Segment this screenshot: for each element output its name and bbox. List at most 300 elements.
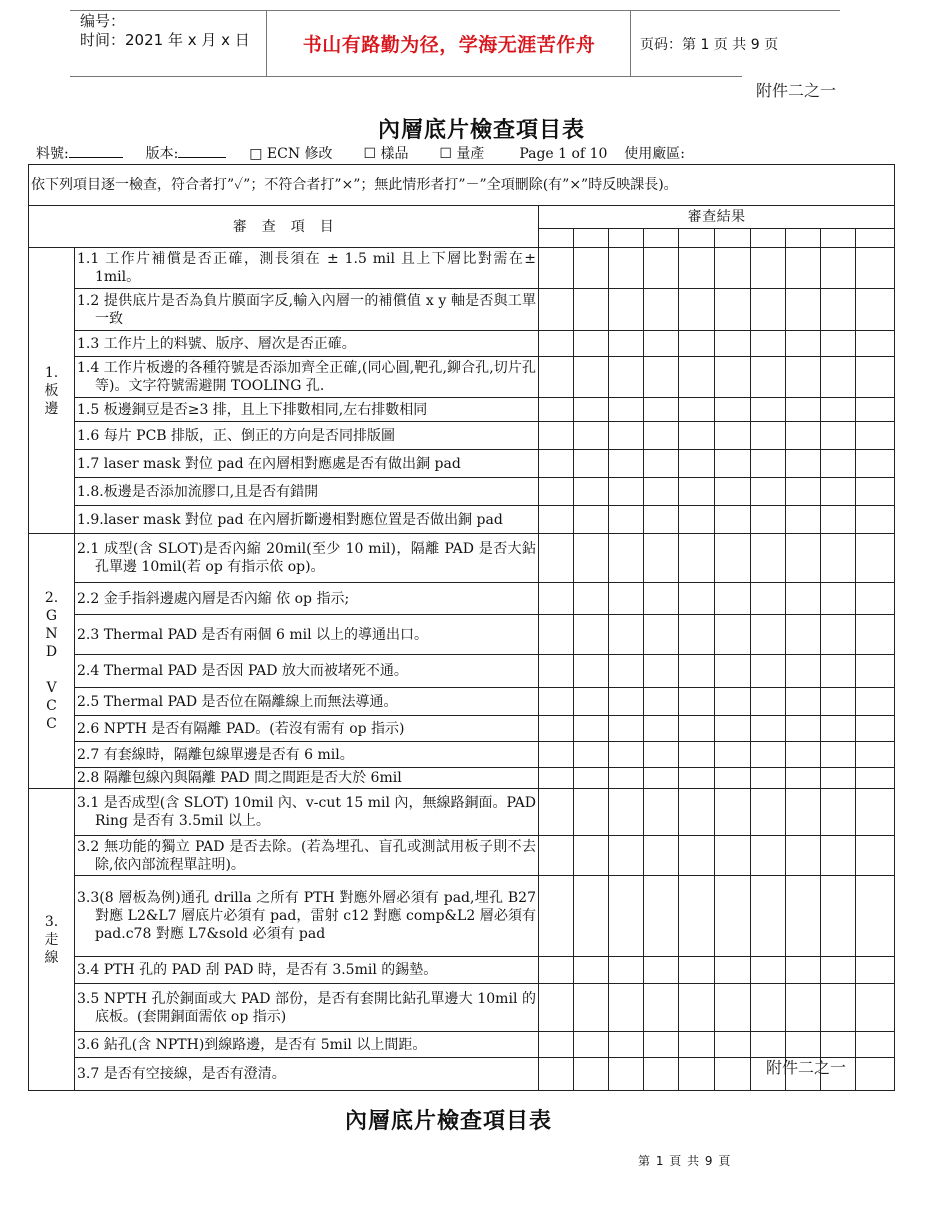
result-cell[interactable] <box>644 742 679 768</box>
result-cell[interactable] <box>751 534 786 583</box>
result-cell[interactable] <box>821 534 856 583</box>
result-cell[interactable] <box>539 957 574 984</box>
result-subheader-cell <box>679 229 715 248</box>
table-row <box>29 331 895 357</box>
result-cell[interactable] <box>609 957 644 984</box>
result-cell[interactable] <box>539 742 574 768</box>
result-cell[interactable] <box>574 534 609 583</box>
table-row <box>29 506 895 534</box>
result-cell[interactable] <box>821 1032 856 1058</box>
result-cell[interactable] <box>679 357 715 398</box>
check-item <box>75 248 539 289</box>
result-cell[interactable] <box>751 331 786 357</box>
result-cell[interactable] <box>609 450 644 478</box>
result-cell[interactable] <box>644 876 679 957</box>
table-row <box>29 876 895 957</box>
result-cell[interactable] <box>679 655 715 688</box>
result-subheader-cell <box>715 229 751 248</box>
result-cell[interactable] <box>786 478 821 506</box>
result-cell[interactable] <box>679 289 715 331</box>
result-cell[interactable] <box>539 876 574 957</box>
result-cell[interactable] <box>644 357 679 398</box>
result-cell[interactable] <box>539 422 574 450</box>
table-row <box>29 688 895 716</box>
result-cell[interactable] <box>609 716 644 742</box>
result-cell[interactable] <box>821 478 856 506</box>
result-cell[interactable] <box>574 478 609 506</box>
result-cell[interactable] <box>679 1058 715 1091</box>
table-row <box>29 534 895 583</box>
result-cell[interactable] <box>821 583 856 615</box>
result-cell[interactable] <box>679 534 715 583</box>
check-item <box>75 331 539 357</box>
result-cell[interactable] <box>856 478 895 506</box>
result-cell[interactable] <box>609 506 644 534</box>
result-cell[interactable] <box>539 398 574 422</box>
result-cell[interactable] <box>539 688 574 716</box>
check-item <box>75 450 539 478</box>
result-cell[interactable] <box>679 478 715 506</box>
result-cell[interactable] <box>679 248 715 289</box>
result-cell[interactable] <box>574 768 609 789</box>
result-cell[interactable] <box>786 506 821 534</box>
result-cell[interactable] <box>679 615 715 655</box>
result-cell[interactable] <box>539 506 574 534</box>
ecn-checkbox[interactable]: □ ECN 修改 <box>249 146 333 162</box>
result-cell[interactable] <box>574 289 609 331</box>
result-cell[interactable] <box>644 615 679 655</box>
table-row <box>29 289 895 331</box>
result-cell[interactable] <box>786 655 821 688</box>
result-cell[interactable] <box>715 615 751 655</box>
result-cell[interactable] <box>821 331 856 357</box>
result-cell[interactable] <box>644 331 679 357</box>
result-cell[interactable] <box>539 450 574 478</box>
result-cell[interactable] <box>856 422 895 450</box>
result-cell[interactable] <box>821 655 856 688</box>
result-cell[interactable] <box>856 716 895 742</box>
result-cell[interactable] <box>539 534 574 583</box>
result-cell[interactable] <box>644 716 679 742</box>
result-cell[interactable] <box>679 768 715 789</box>
result-cell[interactable] <box>751 289 786 331</box>
result-cell[interactable] <box>821 422 856 450</box>
result-cell[interactable] <box>786 583 821 615</box>
result-cell[interactable] <box>786 836 821 876</box>
result-cell[interactable] <box>609 742 644 768</box>
result-cell[interactable] <box>679 506 715 534</box>
result-cell[interactable] <box>679 331 715 357</box>
check-item-text: 1.9.laser mask 對位 pad 在內層折斷邊相對應位置是否做出銅 pad <box>77 511 503 528</box>
result-cell[interactable] <box>856 789 895 836</box>
check-item <box>75 583 539 615</box>
result-cell[interactable] <box>715 836 751 876</box>
result-cell[interactable] <box>715 789 751 836</box>
result-cell[interactable] <box>715 398 751 422</box>
result-cell[interactable] <box>715 655 751 688</box>
result-cell[interactable] <box>751 357 786 398</box>
result-cell[interactable] <box>539 1032 574 1058</box>
result-cell[interactable] <box>715 1032 751 1058</box>
check-item-text: 3.1 是否成型(含 SLOT) 10mil 內、v-cut 15 mil 內，無線路銅面。PAD Ring 是否有 3.5mil 以上。 <box>77 795 536 829</box>
result-cell[interactable] <box>715 876 751 957</box>
header-top-line <box>70 10 840 11</box>
result-cell[interactable] <box>821 506 856 534</box>
check-item-text: 1.3 工作片上的料號、版序、層次是否正確。 <box>77 335 356 352</box>
result-cell[interactable] <box>539 836 574 876</box>
header-page-info: 页码：第 1 页 共 9 页 <box>640 37 779 53</box>
result-cell[interactable] <box>786 248 821 289</box>
result-cell[interactable] <box>715 1058 751 1091</box>
table-row <box>29 957 895 984</box>
part-no-blank[interactable] <box>69 144 123 158</box>
section-label: 3. 走 線 <box>29 789 75 1091</box>
result-cell[interactable] <box>644 768 679 789</box>
result-cell[interactable] <box>715 248 751 289</box>
result-cell[interactable] <box>644 248 679 289</box>
result-cell[interactable] <box>751 836 786 876</box>
result-cell[interactable] <box>715 768 751 789</box>
result-cell[interactable] <box>609 615 644 655</box>
check-item <box>75 957 539 984</box>
result-cell[interactable] <box>786 450 821 478</box>
check-item-text: 3.4 PTH 孔的 PAD 刮 PAD 時，是否有 3.5mil 的錫墊。 <box>77 962 438 978</box>
result-cell[interactable] <box>679 957 715 984</box>
table-row <box>29 1032 895 1058</box>
result-cell[interactable] <box>751 742 786 768</box>
result-cell[interactable] <box>539 478 574 506</box>
part-no-label: 料號: <box>36 146 69 162</box>
result-cell[interactable] <box>786 534 821 583</box>
result-subheader-cell <box>786 229 821 248</box>
result-cell[interactable] <box>786 789 821 836</box>
result-cell[interactable] <box>856 1058 895 1091</box>
result-cell[interactable] <box>574 506 609 534</box>
check-item <box>75 398 539 422</box>
result-cell[interactable] <box>751 876 786 957</box>
table-row <box>29 716 895 742</box>
check-item <box>75 768 539 789</box>
result-cell[interactable] <box>751 478 786 506</box>
result-cell[interactable] <box>715 422 751 450</box>
table-row <box>29 450 895 478</box>
result-cell[interactable] <box>644 688 679 716</box>
result-cell[interactable] <box>751 688 786 716</box>
check-item <box>75 688 539 716</box>
result-cell[interactable] <box>821 248 856 289</box>
check-item <box>75 506 539 534</box>
header-divider-1 <box>266 10 267 76</box>
result-cell[interactable] <box>609 836 644 876</box>
result-cell[interactable] <box>574 422 609 450</box>
result-cell[interactable] <box>751 768 786 789</box>
result-cell[interactable] <box>574 957 609 984</box>
result-cell[interactable] <box>609 984 644 1032</box>
check-item <box>75 422 539 450</box>
check-item <box>75 478 539 506</box>
result-cell[interactable] <box>821 836 856 876</box>
result-cell[interactable] <box>751 789 786 836</box>
result-cell[interactable] <box>574 688 609 716</box>
result-cell[interactable] <box>821 716 856 742</box>
result-cell[interactable] <box>644 1032 679 1058</box>
result-cell[interactable] <box>856 1032 895 1058</box>
result-cell[interactable] <box>644 1058 679 1091</box>
result-cell[interactable] <box>574 1032 609 1058</box>
result-cell[interactable] <box>539 789 574 836</box>
result-cell[interactable] <box>609 422 644 450</box>
result-cell[interactable] <box>609 248 644 289</box>
result-cell[interactable] <box>574 450 609 478</box>
result-cell[interactable] <box>786 422 821 450</box>
table-row <box>29 615 895 655</box>
check-item <box>75 655 539 688</box>
result-cell[interactable] <box>786 742 821 768</box>
result-cell[interactable] <box>574 742 609 768</box>
result-cell[interactable] <box>821 615 856 655</box>
result-cell[interactable] <box>539 984 574 1032</box>
result-cell[interactable] <box>644 836 679 876</box>
result-cell[interactable] <box>715 450 751 478</box>
result-cell[interactable] <box>856 398 895 422</box>
result-cell[interactable] <box>856 836 895 876</box>
check-item <box>75 534 539 583</box>
result-cell[interactable] <box>751 422 786 450</box>
result-cell[interactable] <box>751 450 786 478</box>
result-cell[interactable] <box>679 836 715 876</box>
result-cell[interactable] <box>574 357 609 398</box>
result-cell[interactable] <box>679 716 715 742</box>
result-cell[interactable] <box>609 688 644 716</box>
check-item <box>75 1058 539 1091</box>
result-cell[interactable] <box>751 957 786 984</box>
result-cell[interactable] <box>644 789 679 836</box>
result-cell[interactable] <box>856 957 895 984</box>
result-cell[interactable] <box>679 876 715 957</box>
result-cell[interactable] <box>609 398 644 422</box>
result-cell[interactable] <box>786 398 821 422</box>
result-cell[interactable] <box>821 289 856 331</box>
result-cell[interactable] <box>609 534 644 583</box>
result-cell[interactable] <box>679 984 715 1032</box>
sample-checkbox[interactable]: ☐ 樣品 <box>363 146 409 162</box>
result-cell[interactable] <box>751 716 786 742</box>
result-cell[interactable] <box>609 768 644 789</box>
result-cell[interactable] <box>856 506 895 534</box>
result-cell[interactable] <box>856 688 895 716</box>
result-cell[interactable] <box>786 289 821 331</box>
result-cell[interactable] <box>856 583 895 615</box>
result-cell[interactable] <box>574 1058 609 1091</box>
result-cell[interactable] <box>751 583 786 615</box>
result-subheader-cell <box>856 229 895 248</box>
result-cell[interactable] <box>715 716 751 742</box>
production-checkbox[interactable]: ☐ 量產 <box>439 146 485 162</box>
result-cell[interactable] <box>821 688 856 716</box>
header-motto: 书山有路勤为径，学海无涯苦作舟 <box>302 34 596 56</box>
result-cell[interactable] <box>574 876 609 957</box>
table-row <box>29 655 895 688</box>
result-cell[interactable] <box>539 615 574 655</box>
page-title-bottom: 內層底片檢查項目表 <box>345 1109 553 1134</box>
result-cell[interactable] <box>679 398 715 422</box>
result-cell[interactable] <box>609 789 644 836</box>
result-cell[interactable] <box>609 583 644 615</box>
result-cell[interactable] <box>574 789 609 836</box>
result-cell[interactable] <box>715 984 751 1032</box>
result-cell[interactable] <box>715 478 751 506</box>
result-cell[interactable] <box>609 1058 644 1091</box>
result-cell[interactable] <box>751 248 786 289</box>
result-cell[interactable] <box>821 357 856 398</box>
result-cell[interactable] <box>715 583 751 615</box>
result-cell[interactable] <box>609 289 644 331</box>
version-label: 版本: <box>145 146 179 162</box>
result-cell[interactable] <box>574 984 609 1032</box>
check-item-text: 2.6 NPTH 是否有隔離 PAD。(若沒有需有 op 指示) <box>77 720 405 737</box>
result-cell[interactable] <box>574 655 609 688</box>
check-item-text: 2.4 Thermal PAD 是否因 PAD 放大而被堵死不通。 <box>77 663 408 679</box>
result-cell[interactable] <box>574 398 609 422</box>
result-cell[interactable] <box>609 478 644 506</box>
result-cell[interactable] <box>856 876 895 957</box>
result-cell[interactable] <box>786 957 821 984</box>
result-cell[interactable] <box>751 655 786 688</box>
result-cell[interactable] <box>644 655 679 688</box>
result-cell[interactable] <box>856 248 895 289</box>
result-cell[interactable] <box>786 876 821 957</box>
result-cell[interactable] <box>856 331 895 357</box>
result-cell[interactable] <box>751 1032 786 1058</box>
result-cell[interactable] <box>751 984 786 1032</box>
result-cell[interactable] <box>679 688 715 716</box>
result-cell[interactable] <box>715 506 751 534</box>
result-subheader-cell <box>644 229 679 248</box>
result-cell[interactable] <box>644 422 679 450</box>
result-cell[interactable] <box>539 583 574 615</box>
result-cell[interactable] <box>574 716 609 742</box>
result-cell[interactable] <box>786 331 821 357</box>
result-cell[interactable] <box>644 506 679 534</box>
result-cell[interactable] <box>786 768 821 789</box>
result-cell[interactable] <box>751 615 786 655</box>
result-cell[interactable] <box>609 655 644 688</box>
result-cell[interactable] <box>679 789 715 836</box>
result-cell[interactable] <box>644 583 679 615</box>
result-cell[interactable] <box>609 876 644 957</box>
check-item <box>75 876 539 957</box>
result-cell[interactable] <box>856 534 895 583</box>
result-cell[interactable] <box>856 768 895 789</box>
table-row <box>29 742 895 768</box>
result-cell[interactable] <box>786 615 821 655</box>
result-cell[interactable] <box>644 984 679 1032</box>
result-cell[interactable] <box>856 655 895 688</box>
result-cell[interactable] <box>856 450 895 478</box>
result-cell[interactable] <box>856 357 895 398</box>
result-cell[interactable] <box>539 655 574 688</box>
result-cell[interactable] <box>679 450 715 478</box>
result-cell[interactable] <box>609 357 644 398</box>
result-cell[interactable] <box>609 1032 644 1058</box>
result-cell[interactable] <box>751 398 786 422</box>
result-cell[interactable] <box>539 357 574 398</box>
result-cell[interactable] <box>574 583 609 615</box>
result-cell[interactable] <box>715 331 751 357</box>
result-cell[interactable] <box>715 534 751 583</box>
result-cell[interactable] <box>715 289 751 331</box>
result-cell[interactable] <box>821 984 856 1032</box>
result-cell[interactable] <box>715 957 751 984</box>
result-cell[interactable] <box>786 716 821 742</box>
result-cell[interactable] <box>574 615 609 655</box>
version-blank[interactable] <box>178 144 226 158</box>
result-cell[interactable] <box>786 688 821 716</box>
result-cell[interactable] <box>786 1032 821 1058</box>
result-cell[interactable] <box>751 506 786 534</box>
result-cell[interactable] <box>539 768 574 789</box>
table-row <box>29 422 895 450</box>
result-cell[interactable] <box>539 289 574 331</box>
result-cell[interactable] <box>644 534 679 583</box>
table-row <box>29 583 895 615</box>
result-cell[interactable] <box>821 957 856 984</box>
result-cell[interactable] <box>821 876 856 957</box>
check-item-text: 3.6 鉆孔(含 NPTH)到線路邊，是否有 5mil 以上間距。 <box>77 1036 427 1053</box>
check-item <box>75 289 539 331</box>
items-header: 審 查 項 目 <box>29 206 539 248</box>
result-cell[interactable] <box>786 357 821 398</box>
result-cell[interactable] <box>821 450 856 478</box>
check-item-text: 1.1 工作片補償是否正確，測長須在 ± 1.5 mil 且上下層比對需在± 1mil。 <box>77 251 536 285</box>
result-cell[interactable] <box>856 742 895 768</box>
result-cell[interactable] <box>715 742 751 768</box>
result-cell[interactable] <box>644 289 679 331</box>
result-cell[interactable] <box>679 1032 715 1058</box>
result-cell[interactable] <box>644 478 679 506</box>
result-cell[interactable] <box>539 331 574 357</box>
result-cell[interactable] <box>644 450 679 478</box>
check-item-text: 1.2 提供底片是否為負片膜面字反,輸入內層一的補償值 x y 軸是否與工單一致 <box>77 292 536 327</box>
result-cell[interactable] <box>644 957 679 984</box>
result-cell[interactable] <box>821 768 856 789</box>
result-cell[interactable] <box>574 836 609 876</box>
check-item-text: 2.5 Thermal PAD 是否位在隔離線上而無法導通。 <box>77 693 398 710</box>
result-cell[interactable] <box>539 248 574 289</box>
result-cell[interactable] <box>679 583 715 615</box>
result-cell[interactable] <box>821 398 856 422</box>
result-cell[interactable] <box>821 742 856 768</box>
result-cell[interactable] <box>539 1058 574 1091</box>
result-cell[interactable] <box>856 289 895 331</box>
table-row <box>29 357 895 398</box>
result-cell[interactable] <box>856 984 895 1032</box>
result-cell[interactable] <box>609 331 644 357</box>
result-cell[interactable] <box>856 615 895 655</box>
result-cell[interactable] <box>574 331 609 357</box>
result-cell[interactable] <box>679 422 715 450</box>
result-cell[interactable] <box>821 789 856 836</box>
result-subheader-cell <box>539 229 574 248</box>
result-cell[interactable] <box>679 742 715 768</box>
result-cell[interactable] <box>786 984 821 1032</box>
result-cell[interactable] <box>715 357 751 398</box>
result-cell[interactable] <box>644 398 679 422</box>
result-cell[interactable] <box>715 688 751 716</box>
check-item-text: 2.7 有套線時，隔離包線單邊是否有 6 mil。 <box>77 746 354 763</box>
result-cell[interactable] <box>574 248 609 289</box>
result-cell[interactable] <box>539 716 574 742</box>
